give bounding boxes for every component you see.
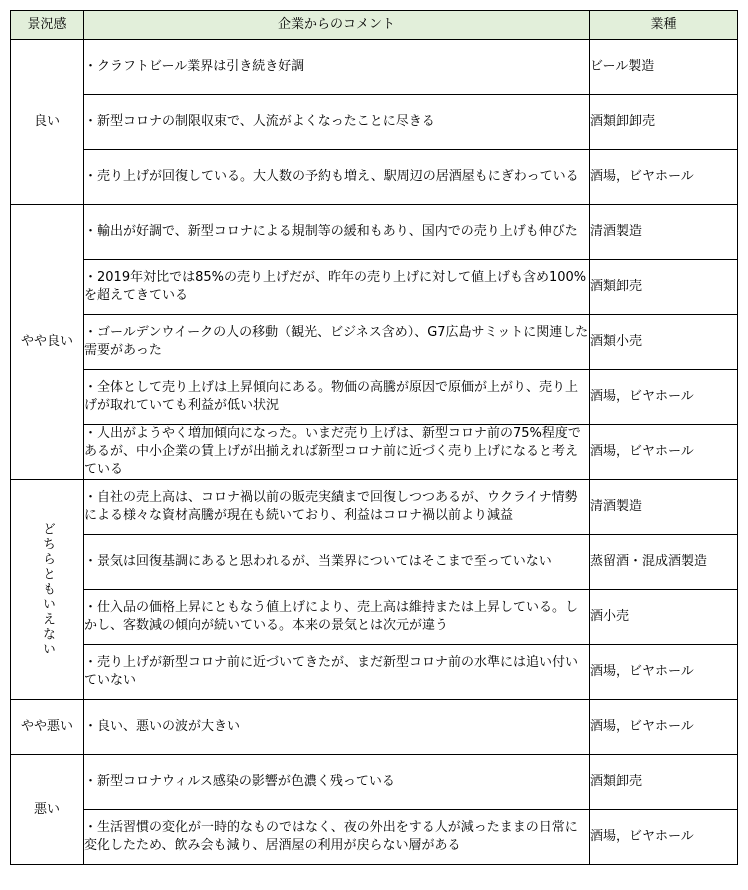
comment-cell: ・人出がようやく増加傾向になった。いまだ売り上げは、新型コロナ前の75%程度であるが、中小企業の賃上げが出揃えれば新型コロナ前に近づく売り上げになると考えている <box>84 425 590 480</box>
comment-cell: ・景気は回復基調にあると思われるが、当業界についてはそこまで至っていない <box>84 535 590 590</box>
industry-cell: 酒場，ビヤホール <box>590 810 738 865</box>
industry-cell: 蒸留酒・混成酒製造 <box>590 535 738 590</box>
comment-cell: ・売り上げが新型コロナ前に近づいてきたが、まだ新型コロナ前の水準には追い付いていない <box>84 645 590 700</box>
sentiment-cell-good: 良い <box>11 40 84 205</box>
comment-cell: ・新型コロナの制限収束で、人流がよくなったことに尽きる <box>84 95 590 150</box>
industry-cell: 酒場，ビヤホール <box>590 645 738 700</box>
comment-cell: ・売り上げが回復している。大人数の予約も増え、駅周辺の居酒屋もにぎわっている <box>84 150 590 205</box>
comment-cell: ・新型コロナウィルス感染の影響が色濃く残っている <box>84 755 590 810</box>
industry-cell: 酒場，ビヤホール <box>590 425 738 480</box>
comment-cell: ・2019年対比では85%の売り上げだが、昨年の売り上げに対して値上げも含め100%を超えてきている <box>84 260 590 315</box>
table-row <box>11 205 738 260</box>
header-industry: 業種 <box>590 11 738 40</box>
industry-cell: 酒場，ビヤホール <box>590 700 738 755</box>
sentiment-cell-bad: 悪い <box>11 755 84 865</box>
industry-cell: 酒類卸卸売 <box>590 95 738 150</box>
comment-cell: ・クラフトビール業界は引き続き好調 <box>84 40 590 95</box>
table-row <box>11 315 738 370</box>
table-row <box>11 755 738 810</box>
sentiment-cell-neutral: どちらともいえない <box>11 480 84 700</box>
table-row <box>11 40 738 95</box>
sentiment-comment-table <box>10 10 738 865</box>
comment-cell: ・全体として売り上げは上昇傾向にある。物価の高騰が原因で原価が上がり、売り上げが取れていても利益が低い状況 <box>84 370 590 425</box>
industry-cell: 酒場，ビヤホール <box>590 370 738 425</box>
industry-cell: 清酒製造 <box>590 205 738 260</box>
table-row <box>11 645 738 700</box>
industry-cell: ビール製造 <box>590 40 738 95</box>
table-row <box>11 370 738 425</box>
sentiment-cell-somewhat-bad: やや悪い <box>11 700 84 755</box>
table-row <box>11 425 738 480</box>
table-row <box>11 150 738 205</box>
comment-cell: ・生活習慣の変化が一時的なものではなく、夜の外出をする人が減ったままの日常に変化したため、飲み会も減り、居酒屋の利用が戻らない層がある <box>84 810 590 865</box>
industry-cell: 酒類小売 <box>590 315 738 370</box>
industry-cell: 酒場，ビヤホール <box>590 150 738 205</box>
table-row <box>11 260 738 315</box>
table-row <box>11 95 738 150</box>
comment-cell: ・ゴールデンウイークの人の移動（観光、ビジネス含め）、G7広島サミットに関連した需要があった <box>84 315 590 370</box>
comment-cell: ・自社の売上高は、コロナ禍以前の販売実績まで回復しつつあるが、ウクライナ情勢による様々な資材高騰が現在も続いており、利益はコロナ禍以前より減益 <box>84 480 590 535</box>
header-comment: 企業からのコメント <box>84 11 590 40</box>
comment-cell: ・良い、悪いの波が大きい <box>84 700 590 755</box>
industry-cell: 酒類卸売 <box>590 260 738 315</box>
table-row <box>11 535 738 590</box>
industry-cell: 酒類卸売 <box>590 755 738 810</box>
table-row <box>11 480 738 535</box>
header-sentiment: 景況感 <box>11 11 84 40</box>
comment-cell: ・仕入品の価格上昇にともなう値上げにより、売上高は維持または上昇している。しかし、客数減の傾向が続いている。本来の景気とは次元が違う <box>84 590 590 645</box>
table-header-row <box>11 11 738 40</box>
table-row <box>11 590 738 645</box>
comment-cell: ・輸出が好調で、新型コロナによる規制等の緩和もあり、国内での売り上げも伸びた <box>84 205 590 260</box>
sentiment-cell-somewhat-good: やや良い <box>11 205 84 480</box>
industry-cell: 清酒製造 <box>590 480 738 535</box>
table-row <box>11 700 738 755</box>
industry-cell: 酒小売 <box>590 590 738 645</box>
table-row <box>11 810 738 865</box>
